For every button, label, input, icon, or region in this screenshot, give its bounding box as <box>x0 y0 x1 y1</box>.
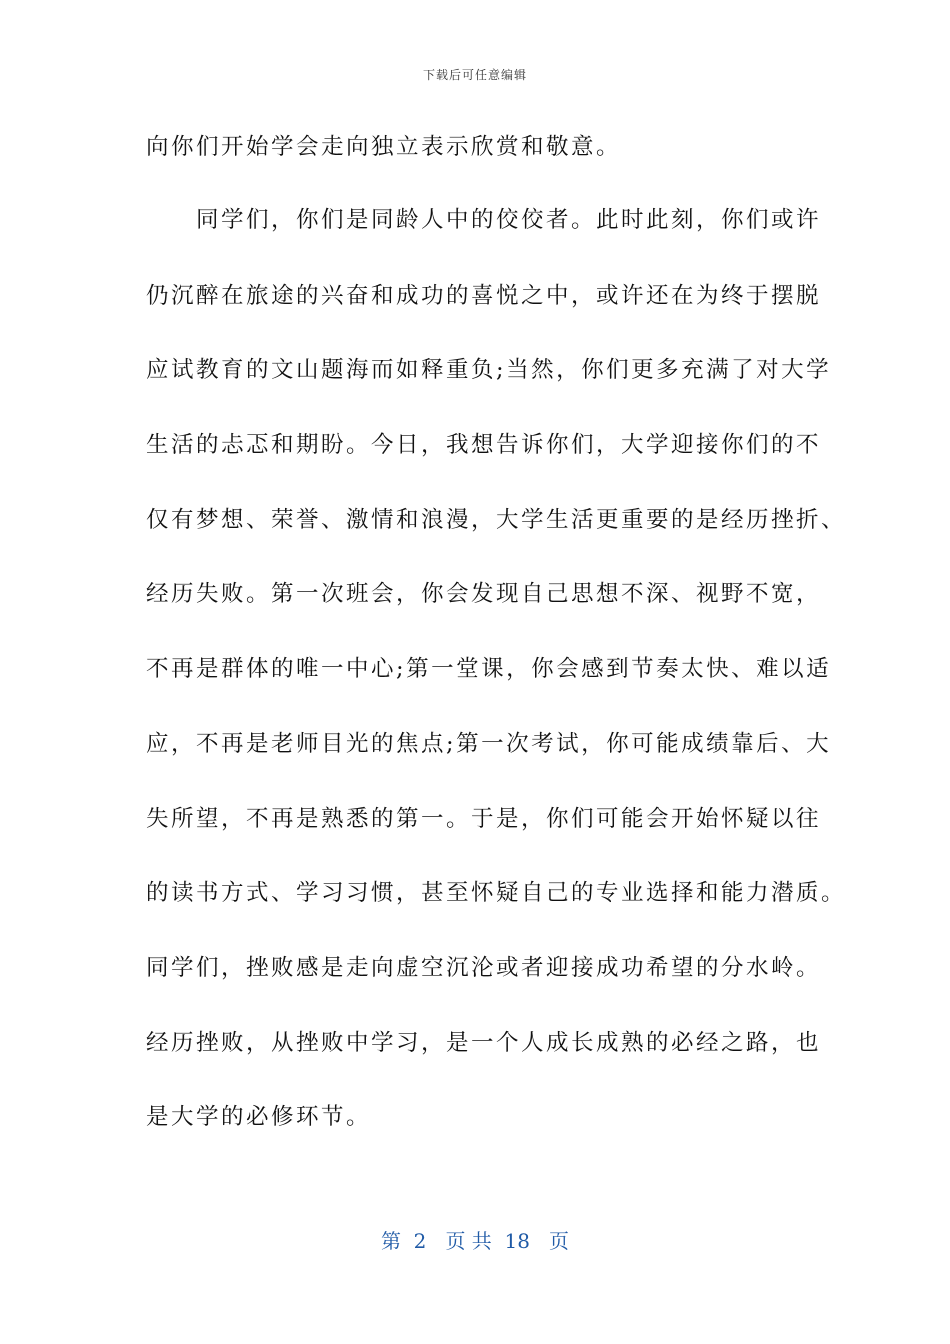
text-line: 经历挫败，从挫败中学习，是一个人成长成熟的必经之路，也 <box>146 1030 822 1056</box>
text-line: 同学们，你们是同龄人中的佼佼者。此时此刻，你们或许 <box>146 207 822 233</box>
text-line: 向你们开始学会走向独立表示欣赏和敬意。 <box>146 134 622 160</box>
text-line: 是大学的必修环节。 <box>146 1104 372 1130</box>
page-number-footer: 第 2 页 共 18 页 <box>380 1229 570 1253</box>
text-line: 经历失败。第一次班会，你会发现自己思想不深、视野不宽， <box>146 581 822 607</box>
text-line: 同学们，挫败感是走向虚空沉沦或者迎接成功希望的分水岭。 <box>146 955 822 981</box>
text-line: 仅有梦想、荣誉、激情和浪漫，大学生活更重要的是经历挫折、 <box>146 507 847 533</box>
text-line: 不再是群体的唯一中心;第一堂课，你会感到节奏太快、难以适 <box>146 656 832 682</box>
text-line: 失所望，不再是熟悉的第一。于是，你们可能会开始怀疑以往 <box>146 806 822 832</box>
page-header: 下载后可任意编辑 <box>422 68 527 82</box>
text-line: 应试教育的文山题海而如释重负;当然，你们更多充满了对大学 <box>146 357 832 383</box>
text-line: 仍沉醉在旅途的兴奋和成功的喜悦之中，或许还在为终于摆脱 <box>146 283 822 309</box>
text-line: 的读书方式、学习习惯，甚至怀疑自己的专业选择和能力潜质。 <box>146 880 847 906</box>
text-line: 应，不再是老师目光的焦点;第一次考试，你可能成绩靠后、大 <box>146 731 832 757</box>
text-line: 生活的忐忑和期盼。今日，我想告诉你们，大学迎接你们的不 <box>146 432 822 458</box>
